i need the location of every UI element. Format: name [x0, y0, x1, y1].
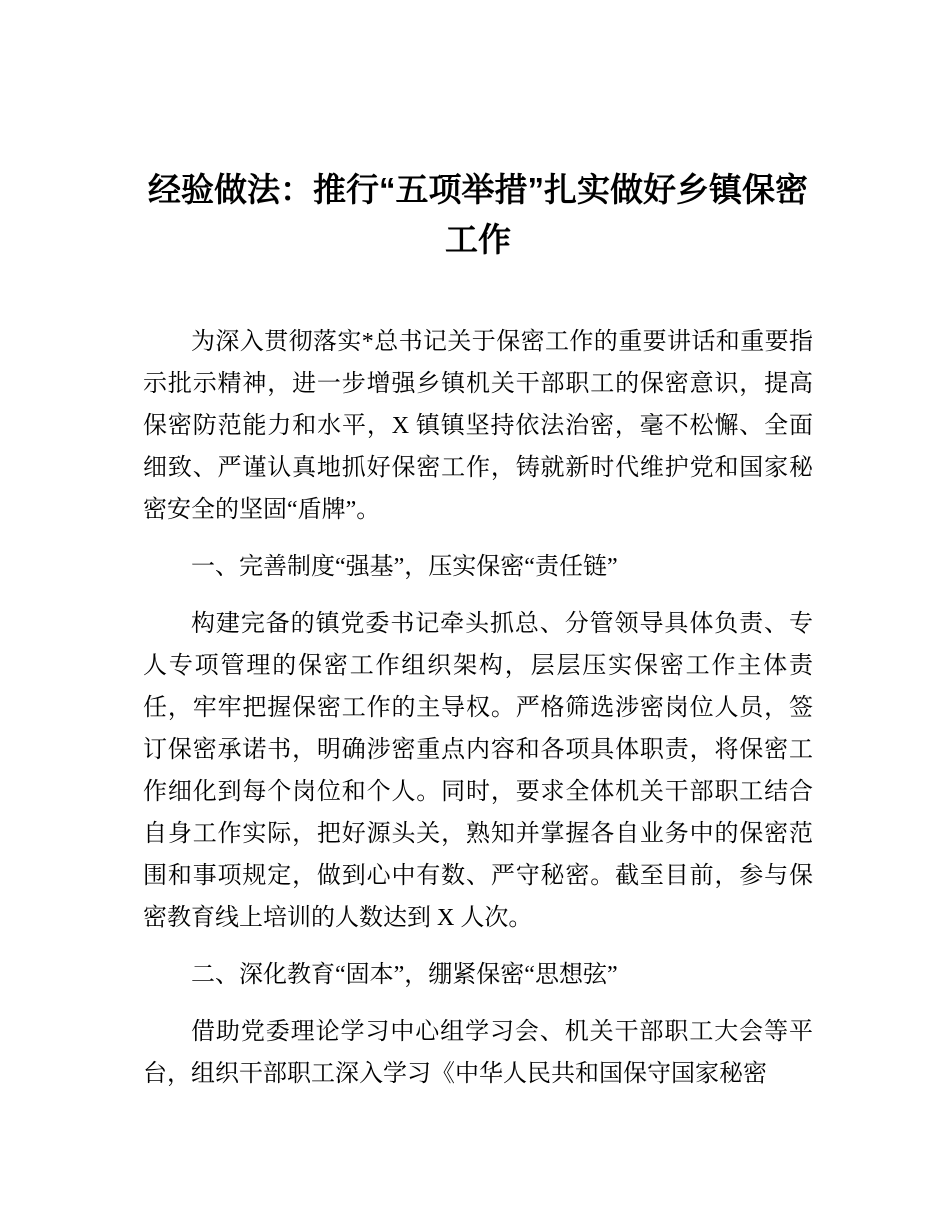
section-2-paragraph: 借助党委理论学习中心组学习会、机关干部职工大会等平台，组织干部职工深入学习《中华人民共和国保守国家秘密	[143, 1019, 813, 1087]
section-1-heading: 一、完善制度“强基”，压实保密“责任链”	[191, 554, 618, 580]
section-2-heading: 二、深化教育“固本”，绷紧保密“思想弦”	[191, 962, 618, 988]
section-1-paragraph: 构建完备的镇党委书记牵头抓总、分管领导具体负责、专人专项管理的保密工作组织架构，层层压实保密工作主体责任，牢牢把握保密工作的主导权。严格筛选涉密岗位人员，签订保密承诺书，明确涉密重点内容和各项具体职责，将保密工作细化到每个岗位和个人。同时，要求全体机关干部职工结合自身工作实际，把好源头关，熟知并掌握各自业务中的保密范围和事项规定，做到心中有数、严守秘密。截至目前，参与保密教育线上培训的人数达到 X 人次。	[143, 611, 813, 931]
page-title: 经验做法：推行“五项举措”扎实做好乡镇保密工作	[148, 171, 808, 258]
intro-paragraph: 为深入贯彻落实*总书记关于保密工作的重要讲话和重要指示批示精神，进一步增强乡镇机关干部职工的保密意识，提高保密防范能力和水平，X 镇镇坚持依法治密，毫不松懈、全面细致、严谨认真地抓好保密工作，铸就新时代维护党和国家秘密安全的坚固“盾牌”。	[143, 329, 813, 523]
